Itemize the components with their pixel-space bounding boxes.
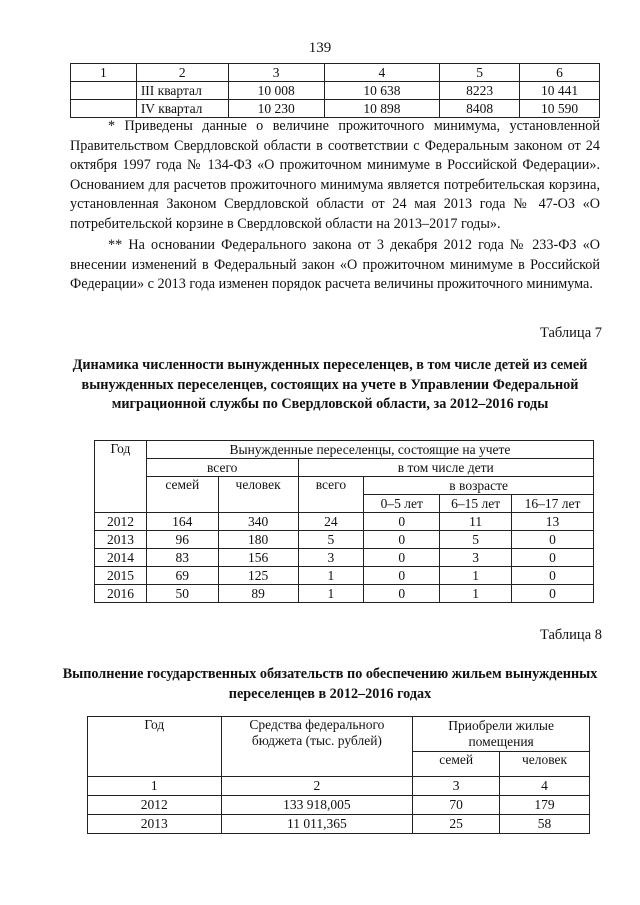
table-cell: 10 590 (520, 100, 600, 118)
table-cell: 2013 (95, 531, 147, 549)
table-cell: 0 (364, 513, 440, 531)
table-header-row (95, 441, 594, 459)
table-cell: 0 (512, 585, 594, 603)
table-cell: 2015 (95, 567, 147, 585)
table-cell: 0 (512, 549, 594, 567)
table-cell: 133 918,005 (221, 796, 413, 815)
table7-age-header: в возрасте (364, 477, 594, 495)
table7-total-header: всего (146, 459, 298, 477)
table-cell: 2013 (88, 815, 222, 834)
table-cell (71, 100, 137, 118)
table7 (94, 440, 594, 603)
table-cell: 5 (440, 64, 520, 82)
table-cell: 156 (218, 549, 298, 567)
table-cell: 179 (500, 796, 590, 815)
table7-persons-header: человек (218, 477, 298, 513)
table-cell: 1 (298, 567, 364, 585)
table-cell: 8408 (440, 100, 520, 118)
table-cell: 0 (512, 567, 594, 585)
table7-age1-header: 0–5 лет (364, 495, 440, 513)
table-cell: 13 (512, 513, 594, 531)
table-cell: 89 (218, 585, 298, 603)
table-cell: 11 011,365 (221, 815, 413, 834)
table-cell: 3 (228, 64, 324, 82)
table-cell: 83 (146, 549, 218, 567)
table8-acquired-header: Приобрели жилые помещения (413, 717, 590, 752)
page-number: 139 (308, 40, 332, 56)
table8-year-header: Год (88, 717, 222, 777)
table7-age3-header: 16–17 лет (512, 495, 594, 513)
table-cell: 2 (221, 777, 413, 796)
table-cell: 70 (413, 796, 500, 815)
table-cell: 0 (364, 549, 440, 567)
table-row (88, 815, 590, 834)
table-cell: 5 (440, 531, 512, 549)
footnote-1: * Приведены данные о величине прожиточного минимума, установленной Правительством Свердловской области в соответствии с Федеральным законом от 24 октября 1997 года № 134-ФЗ «О прожиточном минимуме в Российской Федерации». Основанием для расчетов прожиточного минимума является потребительская корзина, установленная Законом Свердловской области от 24 мая 2013 года № 47-ОЗ «О потребительской корзине в Свердловской области на 2013–2017 годы». (70, 118, 600, 232)
table-cell: 58 (500, 815, 590, 834)
table7-families-header: семей (146, 477, 218, 513)
table7-children-total-header: всего (298, 477, 364, 513)
table8-persons-header: человек (500, 752, 590, 777)
table-row (88, 777, 590, 796)
table7-age2-header: 6–15 лет (440, 495, 512, 513)
table-cell: 6 (520, 64, 600, 82)
table-cell: 10 638 (324, 82, 440, 100)
table-row (88, 796, 590, 815)
table-cell: 50 (146, 585, 218, 603)
table7-title: Динамика численности вынужденных переселенцев, в том числе детей из семей вынужденных переселенцев, состоящих на учете в Управлении Федеральной миграционной службы по Свердловской области, за 2012–2016 годы (72, 357, 588, 412)
table-row (95, 549, 594, 567)
table-row (95, 513, 594, 531)
table-cell: 1 (88, 777, 222, 796)
table-row (95, 585, 594, 603)
table-cell: 3 (440, 549, 512, 567)
table-cell: 11 (440, 513, 512, 531)
table-cell: 10 008 (228, 82, 324, 100)
table-cell: 3 (413, 777, 500, 796)
table-cell: 125 (218, 567, 298, 585)
table-cell: 1 (71, 64, 137, 82)
table-cell: 4 (324, 64, 440, 82)
table-cell: 4 (500, 777, 590, 796)
table-cell: 1 (298, 585, 364, 603)
table8-families-header: семей (413, 752, 500, 777)
table-cell: 96 (146, 531, 218, 549)
table-row (95, 531, 594, 549)
table-cell: 69 (146, 567, 218, 585)
table-cell (71, 82, 137, 100)
table-header-row (71, 64, 600, 82)
table-cell: IV квартал (136, 100, 228, 118)
table7-label: Таблица 7 (539, 325, 602, 341)
table-cell: 10 441 (520, 82, 600, 100)
table-cell: 340 (218, 513, 298, 531)
table-header-row (95, 477, 594, 495)
table-cell: 24 (298, 513, 364, 531)
table-cell: 2014 (95, 549, 147, 567)
table-header-row (95, 459, 594, 477)
table-cell: 8223 (440, 82, 520, 100)
table-cell: 10 898 (324, 100, 440, 118)
table-row (71, 100, 600, 118)
table8-label: Таблица 8 (539, 627, 602, 643)
table-header-row (88, 717, 590, 752)
table8 (87, 716, 590, 834)
table-cell: 2012 (88, 796, 222, 815)
table-cell: 5 (298, 531, 364, 549)
table7-children-header: в том числе дети (298, 459, 593, 477)
table8-title: Выполнение государственных обязательств по обеспечению жильем вынужденных переселенцев в 2012–2016 годах (62, 666, 598, 702)
table-cell: 1 (440, 567, 512, 585)
table-cell: 0 (364, 567, 440, 585)
table-cell: 0 (364, 531, 440, 549)
table-cell: III квартал (136, 82, 228, 100)
table-cell: 25 (413, 815, 500, 834)
table-cell: 3 (298, 549, 364, 567)
table-cell: 10 230 (228, 100, 324, 118)
table-row (95, 567, 594, 585)
table-cell: 2016 (95, 585, 147, 603)
table-cell: 164 (146, 513, 218, 531)
table7-year-header: Год (95, 441, 147, 513)
table-row (71, 82, 600, 100)
table8-funds-header: Средства федерального бюджета (тыс. рублей) (221, 717, 413, 777)
table-cell: 180 (218, 531, 298, 549)
table-cell: 0 (364, 585, 440, 603)
continued-table (70, 63, 600, 118)
table-cell: 0 (512, 531, 594, 549)
footnote-2: ** На основании Федерального закона от 3 декабря 2012 года № 233-ФЗ «О внесении изменений в Федеральный закон «О прожиточном минимуме в Российской Федерации» с 2013 года изменен порядок расчета величины прожиточного минимума. (70, 237, 600, 293)
table-cell: 2 (136, 64, 228, 82)
table-cell: 1 (440, 585, 512, 603)
table-cell: 2012 (95, 513, 147, 531)
table7-main-header: Вынужденные переселенцы, состоящие на учете (146, 441, 593, 459)
